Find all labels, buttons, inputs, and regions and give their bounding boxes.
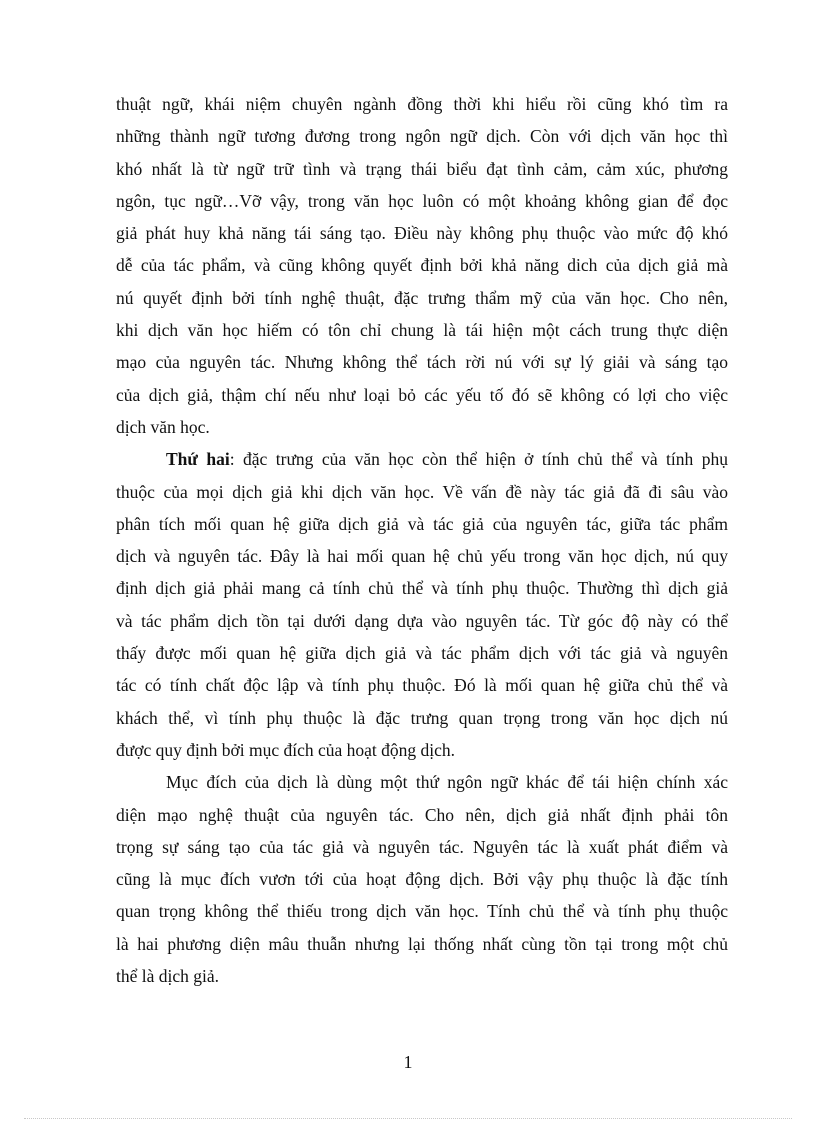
text-line: tác có tính chất độc lập và tính phụ thuộc. Đó là mối quan hệ giữa chủ thể và xyxy=(116,675,728,696)
text-line: phân tích mối quan hệ giữa dịch giả và tác giả của nguyên tác, giữa tác phẩm xyxy=(116,513,728,534)
text-line: diện mạo nghệ thuật của nguyên tác. Cho nên, dịch giả nhất định phải tôn xyxy=(116,804,728,825)
page-bottom-divider xyxy=(24,1118,792,1119)
text-line: định dịch giả phải mang cả tính chủ thể và tính phụ thuộc. Thường thì dịch giả xyxy=(116,578,728,599)
text-line: dịch văn học. xyxy=(116,416,210,437)
text-line: nú quyết định bởi tính nghệ thuật, đặc trưng thẩm mỹ của văn học. Cho nên, xyxy=(116,287,728,308)
paragraph-first-line: Mục đích của dịch là dùng một thứ ngôn ngữ khác để tái hiện chính xác xyxy=(166,772,728,793)
text-line: mạo của nguyên tác. Nhưng không thể tách rời nú với sự lý giải và sáng tạo xyxy=(116,352,728,373)
bold-lead: Thứ hai xyxy=(166,449,230,470)
paragraph-first-line xyxy=(116,443,728,475)
body-text xyxy=(116,88,728,992)
text-line: khách thể, vì tính phụ thuộc là đặc trưng quan trọng trong văn học dịch nú xyxy=(116,707,728,728)
text-line: cũng là mục đích vươn tới của hoạt động dịch. Bởi vậy phụ thuộc là đặc tính xyxy=(116,869,728,890)
text-line: và tác phẩm dịch tồn tại dưới dạng dựa vào nguyên tác. Từ góc độ này có thể xyxy=(116,610,728,631)
text-line: khó nhất là từ ngữ trữ tình và trạng thái biểu đạt tình cảm, cảm xúc, phương xyxy=(116,158,728,179)
page-number: 1 xyxy=(403,1052,413,1072)
text-span: : đặc trưng của văn học còn thể hiện ở tính chủ thể và tính phụ xyxy=(229,449,728,470)
text-line: dễ của tác phẩm, và cũng không quyết định bởi khả năng dich của dịch giả mà xyxy=(116,255,728,276)
text-line: giả phát huy khả năng tái sáng tạo. Điều này không phụ thuộc vào mức độ khó xyxy=(116,223,728,244)
text-line: thể là dịch giả. xyxy=(116,966,220,987)
text-line: khi dịch văn học hiếm có tôn chỉ chung là tái hiện một cách trung thực diện xyxy=(116,320,728,341)
text-line: quan trọng không thể thiếu trong dịch văn học. Tính chủ thể và tính phụ thuộc xyxy=(116,901,728,922)
text-line: được quy định bởi mục đích của hoạt động dịch. xyxy=(116,739,456,760)
text-line: trọng sự sáng tạo của tác giả và nguyên tác. Nguyên tác là xuất phát điểm và xyxy=(116,836,728,857)
text-line: thuộc của mọi dịch giả khi dịch văn học. Về vấn đề này tác giả đã đi sâu vào xyxy=(116,481,728,502)
text-line: ngôn, tục ngữ…Vỡ vậy, trong văn học luôn có một khoảng không gian để đọc xyxy=(116,190,728,211)
text-line: là hai phương diện mâu thuẫn nhưng lại thống nhất cùng tồn tại trong một chủ xyxy=(116,933,728,954)
text-line: thấy được mối quan hệ giữa dịch giả và tác phẩm dịch với tác giả và nguyên xyxy=(116,643,728,664)
text-line: những thành ngữ tương đương trong ngôn ngữ dịch. Còn với dịch văn học thì xyxy=(116,126,728,147)
text-line: dịch và nguyên tác. Đây là hai mối quan hệ chủ yếu trong văn học dịch, nú quy xyxy=(116,546,728,567)
text-line: thuật ngữ, khái niệm chuyên ngành đồng thời khi hiểu rồi cũng khó tìm ra xyxy=(116,94,728,114)
text-line: của dịch giả, thậm chí nếu như loại bỏ các yếu tố đó sẽ không có lợi cho việc xyxy=(116,384,728,405)
